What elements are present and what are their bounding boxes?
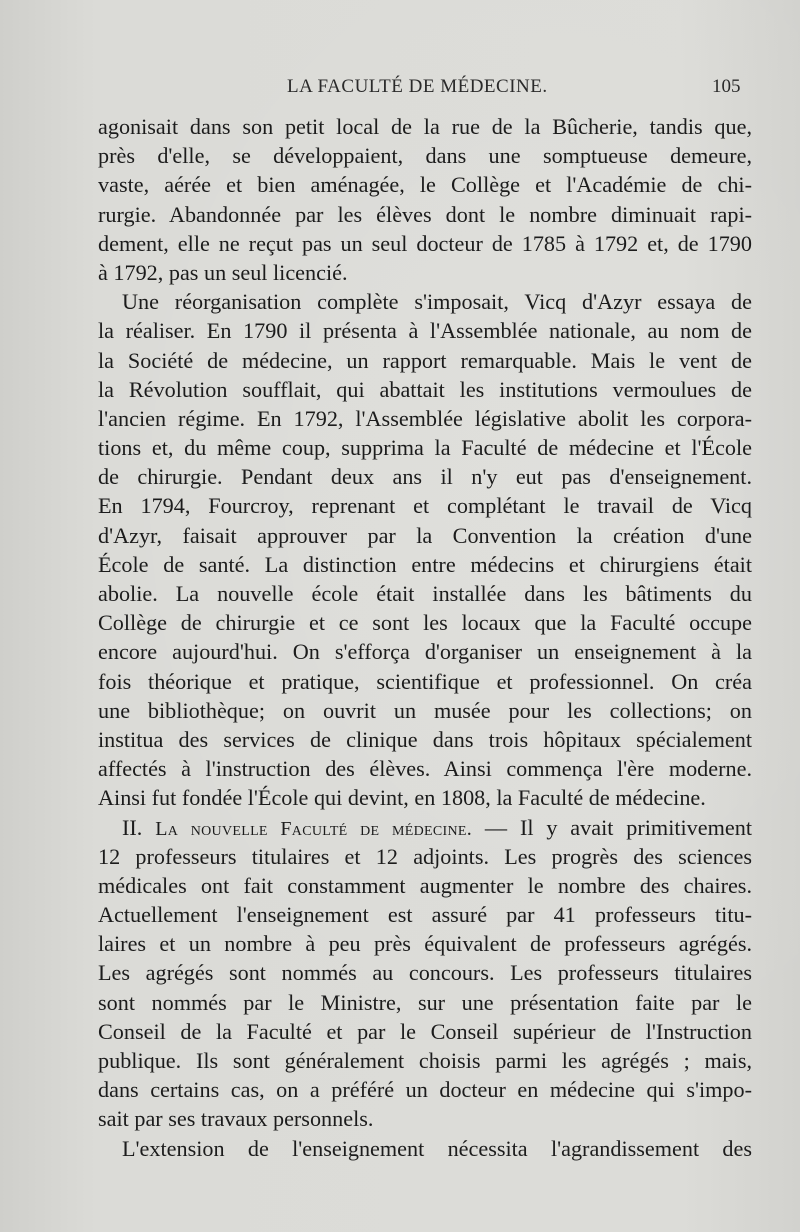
text-line: Collège de chirurgie et ce sont les locaux que la Faculté occupe: [98, 610, 752, 636]
text-line: fois théorique et pratique, scientifique et professionnel. On créa: [98, 668, 752, 694]
text-line: L'extension de l'enseignement nécessita l'agrandissement des: [122, 1135, 752, 1161]
text-line: publique. Ils sont généralement choisis parmi les agrégés ; mais,: [98, 1048, 752, 1073]
text-line: médicales ont fait constamment augmenter le nombre des chaires.: [98, 872, 752, 898]
section-heading: La nouvelle Faculté de médecine.: [155, 817, 473, 840]
text-line: de chirurgie. Pendant deux ans il n'y eut pas d'enseignement.: [98, 464, 752, 490]
text-line: dement, elle ne reçut pas un seul docteur de 1785 à 1792 et, de 1790: [98, 230, 752, 256]
text-line: une bibliothèque; on ouvrit un musée pour les collections; on: [98, 697, 752, 723]
text-line: rurgie. Abandonnée par les élèves dont le nombre diminuait rapi-: [98, 201, 752, 227]
page-number: 105: [712, 76, 741, 97]
text-line: laires et un nombre à peu près équivalent de professeurs agrégés.: [98, 931, 752, 957]
text-line: agonisait dans son petit local de la rue de la Bûcherie, tandis que,: [98, 114, 752, 139]
text-line: Les agrégés sont nommés au concours. Les professeurs titulaires: [98, 960, 752, 986]
text-line: l'ancien régime. En 1792, l'Assemblée législative abolit les corpora-: [98, 405, 752, 431]
page-header: [0, 76, 800, 104]
text-line: sont nommés par le Ministre, sur une présentation faite par le: [98, 989, 752, 1015]
text-line: Actuellement l'enseignement est assuré par 41 professeurs titu-: [98, 902, 752, 928]
text-line: abolie. La nouvelle école était installée dans les bâtiments du: [98, 581, 752, 606]
text-line: la réaliser. En 1790 il présenta à l'Assemblée nationale, au nom de: [98, 318, 752, 344]
text-line: d'Azyr, faisait approuver par la Convention la création d'une: [98, 522, 752, 548]
running-title: LA FACULTÉ DE MÉDECINE.: [287, 76, 548, 97]
text-line: Une réorganisation complète s'imposait, Vicq d'Azyr essaya de: [122, 289, 752, 315]
text-line: encore aujourd'hui. On s'efforça d'organiser un enseignement à la: [98, 639, 752, 665]
text-line: institua des services de clinique dans trois hôpitaux spécialement: [98, 726, 752, 752]
text-line: près d'elle, se développaient, dans une somptueuse demeure,: [98, 143, 752, 169]
section-heading-line: [98, 813, 752, 842]
text-line: Conseil de la Faculté et par le Conseil supérieur de l'Instruction: [98, 1018, 752, 1044]
text-line: tions et, du même coup, supprima la Faculté de médecine et l'École: [98, 435, 752, 461]
text-line: En 1794, Fourcroy, reprenant et complétant le travail de Vicq: [98, 493, 752, 519]
text-line: dans certains cas, on a préféré un docteur en médecine qui s'impo-: [98, 1077, 752, 1103]
text-line: à 1792, pas un seul licencié.: [98, 259, 348, 285]
section-heading-rest: — Il y avait primitivement: [484, 814, 752, 840]
text-line: Ainsi fut fondée l'École qui devint, en 1808, la Faculté de médecine.: [98, 785, 706, 811]
text-line: la Révolution soufflait, qui abattait les institutions vermoulues de: [98, 376, 752, 402]
text-line: 12 professeurs titulaires et 12 adjoints. Les progrès des sciences: [98, 843, 752, 869]
text-line: affectés à l'instruction des élèves. Ainsi commença l'ère moderne.: [98, 756, 752, 782]
text-line: École de santé. La distinction entre médecins et chirurgiens était: [98, 551, 752, 577]
text-line: la Société de médecine, un rapport remarquable. Mais le vent de: [98, 347, 752, 373]
body-text: [98, 112, 752, 1163]
section-numeral: II.: [122, 814, 143, 840]
text-line: sait par ses travaux personnels.: [98, 1106, 374, 1132]
text-line: vaste, aérée et bien aménagée, le Collège et l'Académie de chi-: [98, 172, 752, 198]
